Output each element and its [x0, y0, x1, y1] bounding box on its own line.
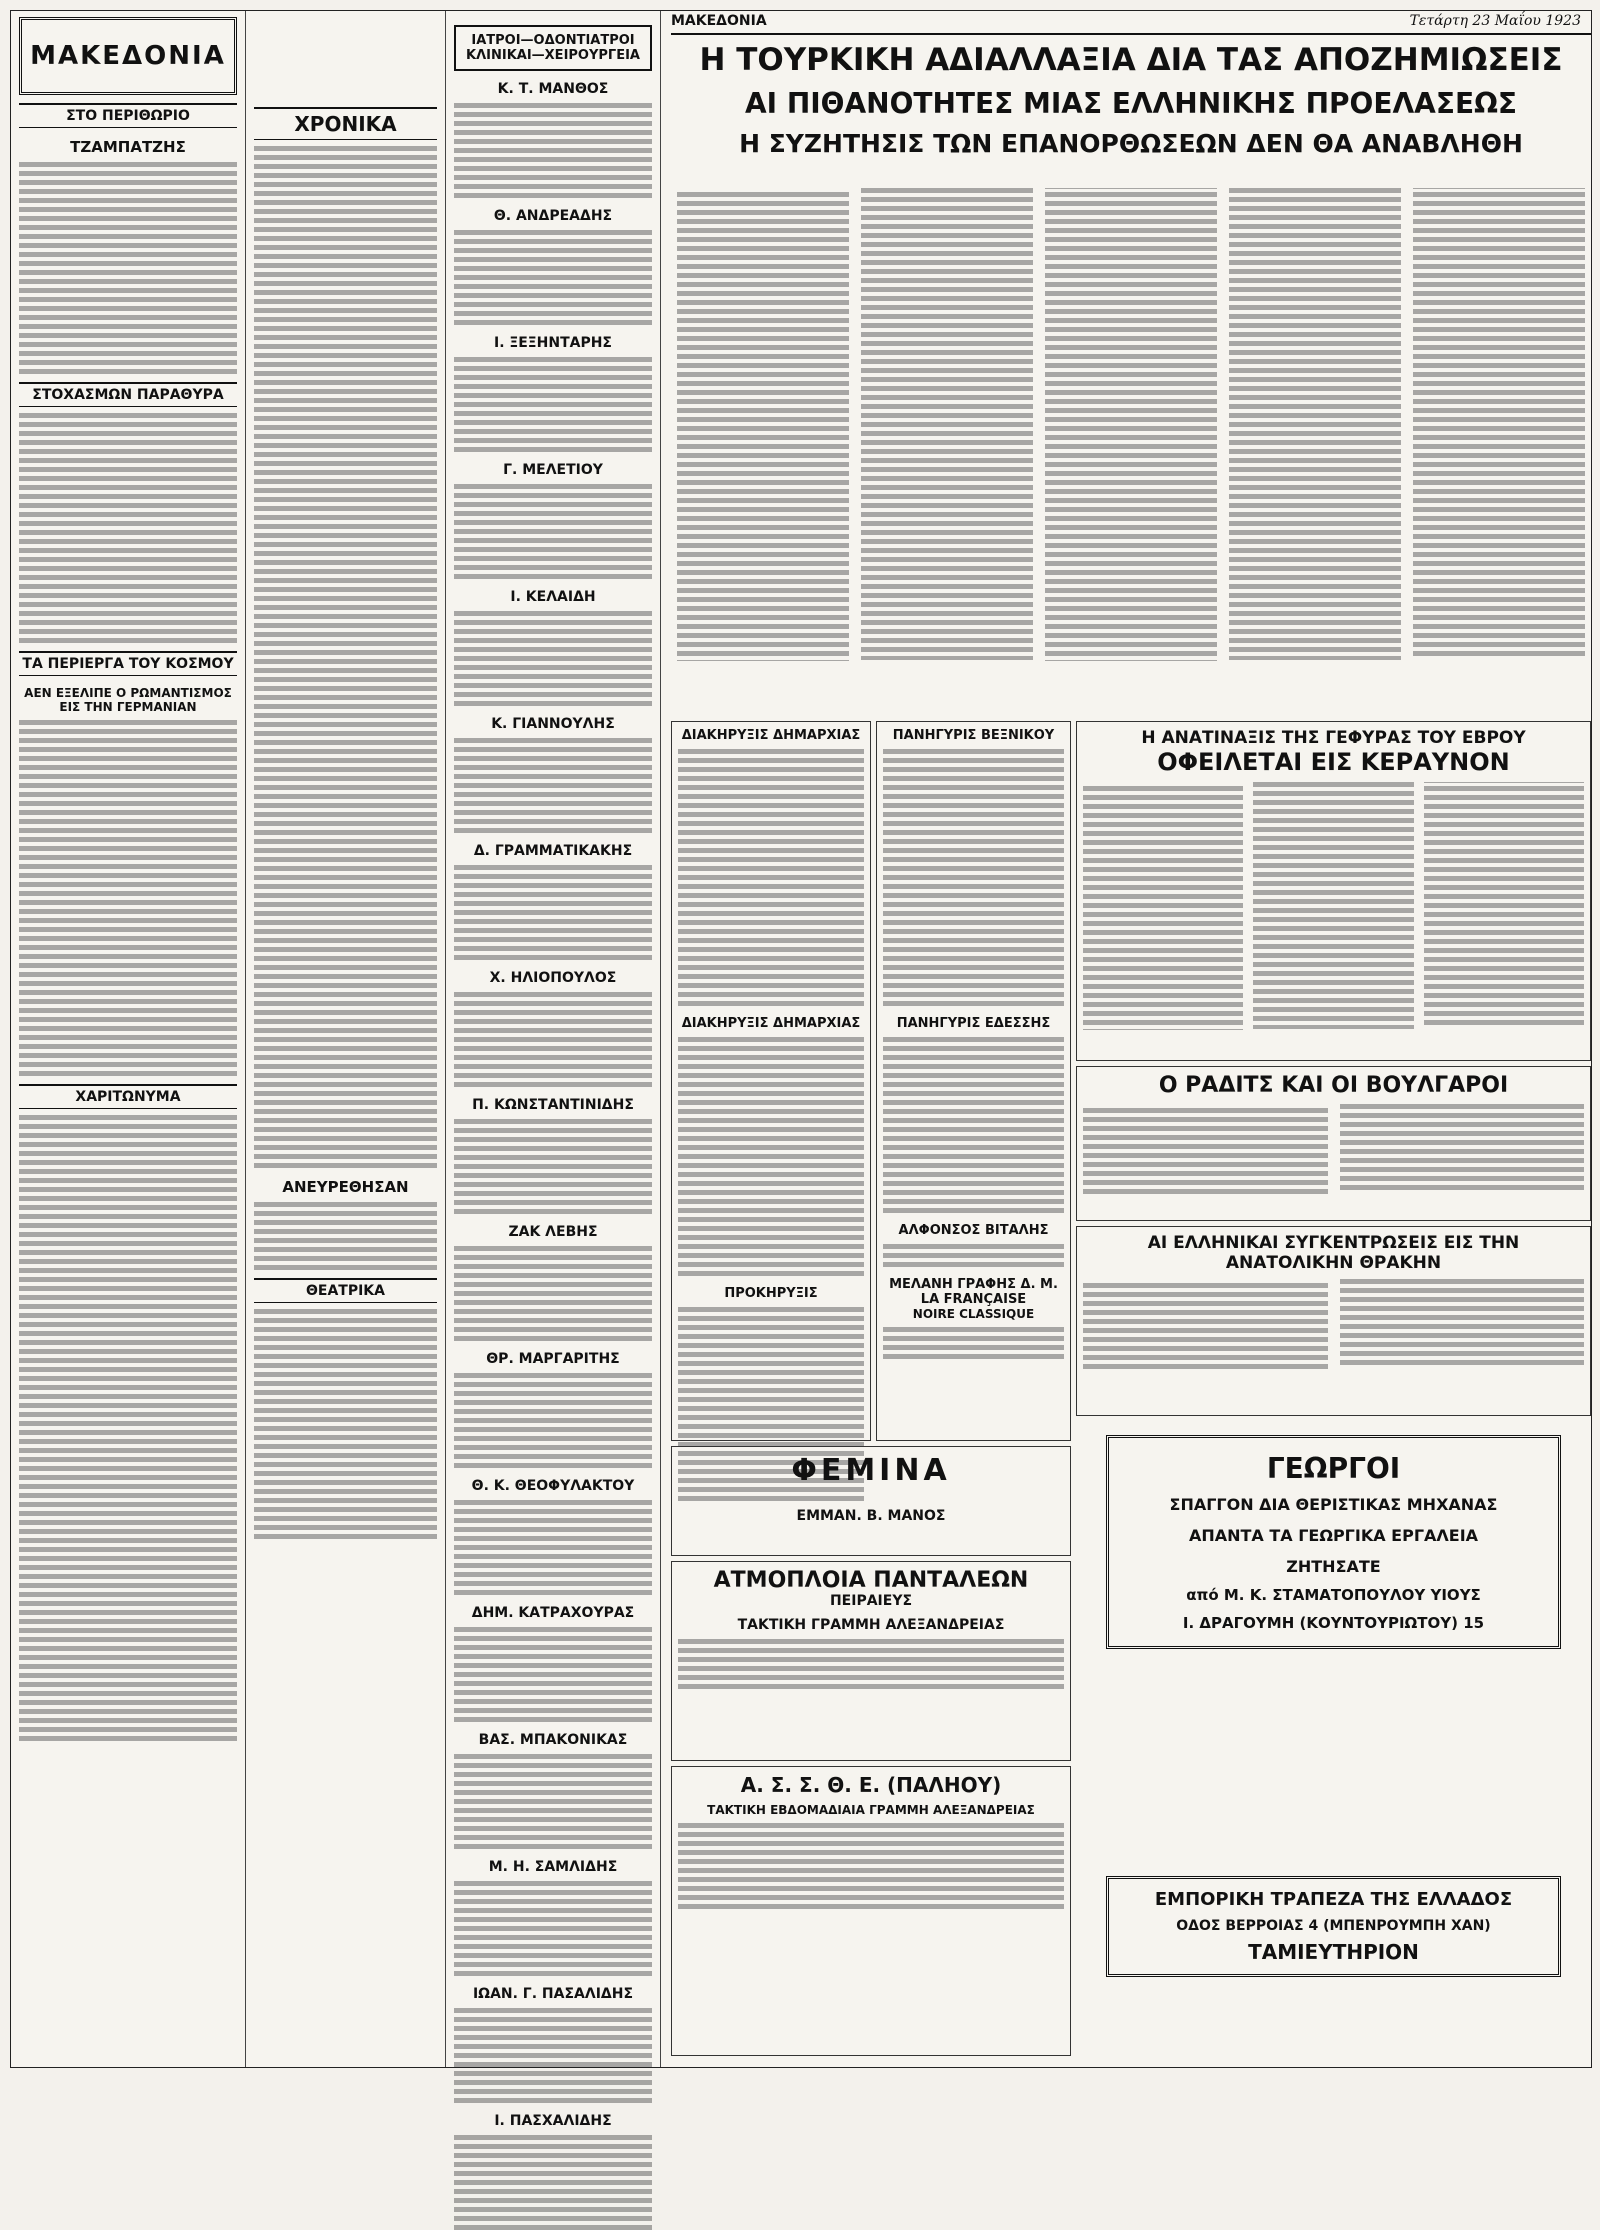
ad-title: ΕΜΠΟΡΙΚΗ ΤΡΑΠΕΖΑ ΤΗΣ ΕΛΛΑΔΟΣ	[1154, 1889, 1513, 1910]
doctor-name: Κ. Τ. ΜΑΝΘΟΣ	[497, 81, 609, 97]
article-body	[254, 1202, 437, 1270]
ad-subtitle: NOIRE CLASSIQUE	[912, 1307, 1035, 1321]
doctor-name: ΙΩΑΝ. Γ. ΠΑΣΑΛΙΔΗΣ	[472, 1986, 634, 2002]
ad-body	[883, 1327, 1064, 1359]
doctor-name: Π. ΚΩΝΣΤΑΝΤΙΝΙΔΗΣ	[472, 1097, 634, 1113]
article-body	[1083, 782, 1584, 1029]
doctor-info	[454, 1246, 652, 1341]
doctor-name: Γ. ΜΕΛΕΤΙΟΥ	[503, 462, 603, 478]
ad-subtitle: ΤΑΚΤΙΚΗ ΕΒΔΟΜΑΔΙΑΙΑ ΓΡΑΜΜΗ ΑΛΕΞΑΝΔΡΕΙΑΣ	[707, 1803, 1035, 1817]
doctor-info	[454, 992, 652, 1087]
main-subheadline: ΑΙ ΠΙΘΑΝΟΤΗΤΕΣ ΜΙΑΣ ΕΛΛΗΝΙΚΗΣ ΠΡΟΕΛΑΣΕΩΣ	[744, 87, 1518, 120]
bank-frame	[1106, 1876, 1561, 1977]
doctor-name: Δ. ΓΡΑΜΜΑΤΙΚΑΚΗΣ	[473, 843, 633, 859]
ad-line: ΖΗΤΗΣΑΤΕ	[1286, 1557, 1381, 1576]
ad-title: Α. Σ. Σ. Θ. Ε. (ΠΑΛΗΟΥ)	[740, 1773, 1002, 1797]
column-2	[246, 11, 446, 2067]
doctor-info	[454, 357, 652, 452]
ad-title: ΓΕΩΡΓΟΙ	[1266, 1452, 1401, 1485]
article-body	[677, 188, 1585, 660]
ad-line: ΟΔΟΣ ΒΕΡΡΟΙΑΣ 4 (ΜΠΕΝΡΟΥΜΠΗ ΧΑΝ)	[1176, 1918, 1491, 1934]
announcements-middle	[876, 721, 1071, 1441]
section-periphery: ΣΤΟ ΠΕΡΙΘΩΡΙΟ	[19, 103, 237, 128]
bridge-article	[1076, 721, 1591, 1061]
section-world-oddities: ΤΑ ΠΕΡΙΕΡΓΑ ΤΟΥ ΚΟΣΜΟΥ	[19, 651, 237, 676]
thrace-article	[1076, 1226, 1591, 1416]
article-body	[1083, 1279, 1584, 1371]
doctor-name: Κ. ΓΙΑΝΝΟΥΛΗΣ	[491, 716, 615, 732]
doctor-name: ΘΡ. ΜΑΡΓΑΡΙΤΗΣ	[486, 1351, 620, 1367]
bank-ad	[1076, 1866, 1591, 2056]
section-theatrika: ΘΕΑΤΡΙΚΑ	[254, 1278, 437, 1303]
article-title: ΤΖΑΜΠΑΤΖΗΣ	[70, 138, 186, 156]
notice-body	[678, 1037, 864, 1276]
notice-title: ΠΑΝΗΓΥΡΙΣ ΒΕΞΝΙΚΟΥ	[892, 728, 1055, 743]
article-body	[19, 720, 237, 1076]
main-article-body	[671, 176, 1591, 716]
georgoi-frame	[1106, 1435, 1561, 1649]
georgoi-ad	[1076, 1421, 1591, 1861]
section-charitonyma: ΧΑΡΙΤΩΝΥΜΑ	[19, 1084, 237, 1109]
doctor-name: ΔΗΜ. ΚΑΤΡΑΧΟΥΡΑΣ	[471, 1605, 635, 1621]
ad-body	[678, 1823, 1064, 1909]
main-headline: Η ΤΟΥΡΚΙΚΗ ΑΔΙΑΛΛΑΞΙΑ ΔΙΑ ΤΑΣ ΑΠΟΖΗΜΙΩΣΕΙΣ	[699, 42, 1563, 78]
announcements-left	[671, 721, 871, 1441]
notice-body	[883, 1037, 1064, 1213]
doctor-info	[454, 738, 652, 833]
ad-advertiser: ΕΜΜΑΝ. Β. ΜΑΝΟΣ	[796, 1508, 946, 1524]
ad-line: ΤΑΚΤΙΚΗ ΓΡΑΜΜΗ ΑΛΕΞΑΝΔΡΕΙΑΣ	[737, 1617, 1005, 1633]
doctor-name: Θ. Κ. ΘΕΟΦΥΛΑΚΤΟΥ	[471, 1478, 635, 1494]
doctor-info	[454, 103, 652, 198]
doctor-name: ΖΑΚ ΛΕΒΗΣ	[508, 1224, 598, 1240]
article-body	[1083, 1104, 1584, 1196]
doctor-name: Χ. ΗΛΙΟΠΟΥΛΟΣ	[489, 970, 617, 986]
article-title: ΑΝΕΥΡΕΘΗΣΑΝ	[282, 1178, 409, 1196]
asthe-ad	[671, 1766, 1071, 2056]
doctor-info	[454, 611, 652, 706]
ad-title: ΦΕΜΙΝΑ	[791, 1453, 951, 1488]
doctor-name: Ι. ΠΑΣΧΑΛΙΔΗΣ	[494, 2113, 612, 2129]
pantaleon-ad	[671, 1561, 1071, 1761]
ad-line: Ι. ΔΡΑΓΟΥΜΗ (ΚΟΥΝΤΟΥΡΙΩΤΟΥ) 15	[1182, 1614, 1485, 1632]
ad-body	[678, 1639, 1064, 1689]
notice-title: ΔΙΑΚΗΡΥΞΙΣ ΔΗΜΑΡΧΙΑΣ	[681, 1016, 861, 1031]
doctor-info	[454, 230, 652, 325]
notice-title: ΠΑΝΗΓΥΡΙΣ ΕΔΕΣΣΗΣ	[896, 1016, 1051, 1031]
article-headline: Ο ΡΑΔΙΤΣ ΚΑΙ ΟΙ ΒΟΥΛΓΑΡΟΙ	[1158, 1073, 1509, 1098]
article-body	[254, 146, 437, 1168]
ad-line: ΑΠΑΝΤΑ ΤΑ ΓΕΩΡΓΙΚΑ ΕΡΓΑΛΕΙΑ	[1188, 1526, 1479, 1545]
doctor-info	[454, 2135, 652, 2230]
article-body	[19, 1115, 237, 1741]
doctor-name: ΒΑΣ. ΜΠΑΚΟΝΙΚΑΣ	[478, 1732, 628, 1748]
section-doctors: ΙΑΤΡΟΙ—ΟΔΟΝΤΙΑΤΡΟΙ ΚΛΙΝΙΚΑΙ—ΧΕΙΡΟΥΡΓΕΙΑ	[454, 25, 652, 71]
doctor-info	[454, 1881, 652, 1976]
main-area	[671, 11, 1591, 2067]
article-headline: Η ΑΝΑΤΙΝΑΞΙΣ ΤΗΣ ΓΕΦΥΡΑΣ ΤΟΥ ΕΒΡΟΥ	[1141, 728, 1526, 748]
ad-title: ΜΕΛΑΝΗ ΓΡΑΦΗΣ Δ. Μ. LA FRANÇAISE	[889, 1277, 1058, 1307]
notice-body	[678, 749, 864, 1006]
notice-title: ΠΡΟΚΗΡΥΞΙΣ	[724, 1286, 818, 1301]
doctor-name: Ι. ΚΕΛΑΙΔΗ	[510, 589, 596, 605]
doctor-info	[454, 1373, 652, 1468]
section-window: ΣΤΟΧΑΣΜΩΝ ΠΑΡΑΘΥΡΑ	[19, 382, 237, 407]
ad-line: ΣΠΑΓΓΟΝ ΔΙΑ ΘΕΡΙΣΤΙΚΑΣ ΜΗΧΑΝΑΣ	[1169, 1495, 1498, 1514]
doctor-info	[454, 865, 652, 960]
femina-ad	[671, 1446, 1071, 1556]
notice-body	[883, 749, 1064, 1006]
doctor-list	[454, 81, 652, 2230]
issue-date: Τετάρτη 23 Μαΐου 1923	[1409, 13, 1581, 29]
doctor-info	[454, 1500, 652, 1595]
article-body	[19, 162, 237, 374]
ad-line: από Μ. Κ. ΣΤΑΜΑΤΟΠΟΥΛΟΥ ΥΙΟΥΣ	[1186, 1586, 1481, 1604]
ad-line: ΤΑΜΙΕΥΤΗΡΙΟΝ	[1248, 1940, 1419, 1964]
doctor-info	[454, 1119, 652, 1214]
ad-subtitle: ΠΕΙΡΑΙΕΥΣ	[829, 1593, 913, 1609]
doctor-name: Ι. ΞΕΞΗΝΤΑΡΗΣ	[493, 335, 612, 351]
ad-body	[883, 1244, 1064, 1267]
column-1	[11, 11, 246, 2067]
doctor-name: Μ. Η. ΣΑΜΛΙΔΗΣ	[488, 1859, 618, 1875]
article-title: ΑΕΝ ΕΞΕΛΙΠΕ Ο ΡΩΜΑΝΤΙΣΜΟΣ ΕΙΣ ΤΗΝ ΓΕΡΜΑΝΙΑΝ	[24, 686, 232, 714]
section-chronika: ΧΡΟΝΙΚΑ	[254, 107, 437, 140]
radits-article	[1076, 1066, 1591, 1221]
article-body	[19, 413, 237, 643]
ad-title: ΑΤΜΟΠΛΟΙΑ ΠΑΝΤΑΛΕΩΝ	[713, 1568, 1029, 1593]
doctor-name: Θ. ΑΝΔΡΕΑΔΗΣ	[493, 208, 613, 224]
column-3	[446, 11, 661, 2129]
article-body	[254, 1309, 437, 1539]
article-subheadline: ΟΦΕΙΛΕΤΑΙ ΕΙΣ ΚΕΡΑΥΝΟΝ	[1157, 748, 1510, 776]
doctor-info	[454, 2008, 652, 2103]
top-bar	[671, 11, 1591, 35]
paper-name: ΜΑΚΕΔΟΝΙΑ	[671, 13, 767, 29]
notice-title: ΔΙΑΚΗΡΥΞΙΣ ΔΗΜΑΡΧΙΑΣ	[681, 728, 861, 743]
article-headline: ΑΙ ΕΛΛΗΝΙΚΑΙ ΣΥΓΚΕΝΤΡΩΣΕΙΣ ΕΙΣ ΤΗΝ ΑΝΑΤΟΛΙΚΗΝ ΘΡΑΚΗΝ	[1147, 1233, 1520, 1273]
doctor-info	[454, 1627, 652, 1722]
doctor-info	[454, 1754, 652, 1849]
main-subheadline-2: Η ΣΥΖΗΤΗΣΙΣ ΤΩΝ ΕΠΑΝΟΡΘΩΣΕΩΝ ΔΕΝ ΘΑ ΑΝΑΒΛΗΘΗ	[739, 129, 1523, 158]
doctor-info	[454, 484, 652, 579]
newspaper-page	[10, 10, 1592, 2129]
masthead: ΜΑΚΕΔΟΝΙΑ	[19, 17, 237, 95]
ad-title: ΑΛΦΟΝΣΟΣ ΒΙΤΑΛΗΣ	[898, 1223, 1049, 1238]
